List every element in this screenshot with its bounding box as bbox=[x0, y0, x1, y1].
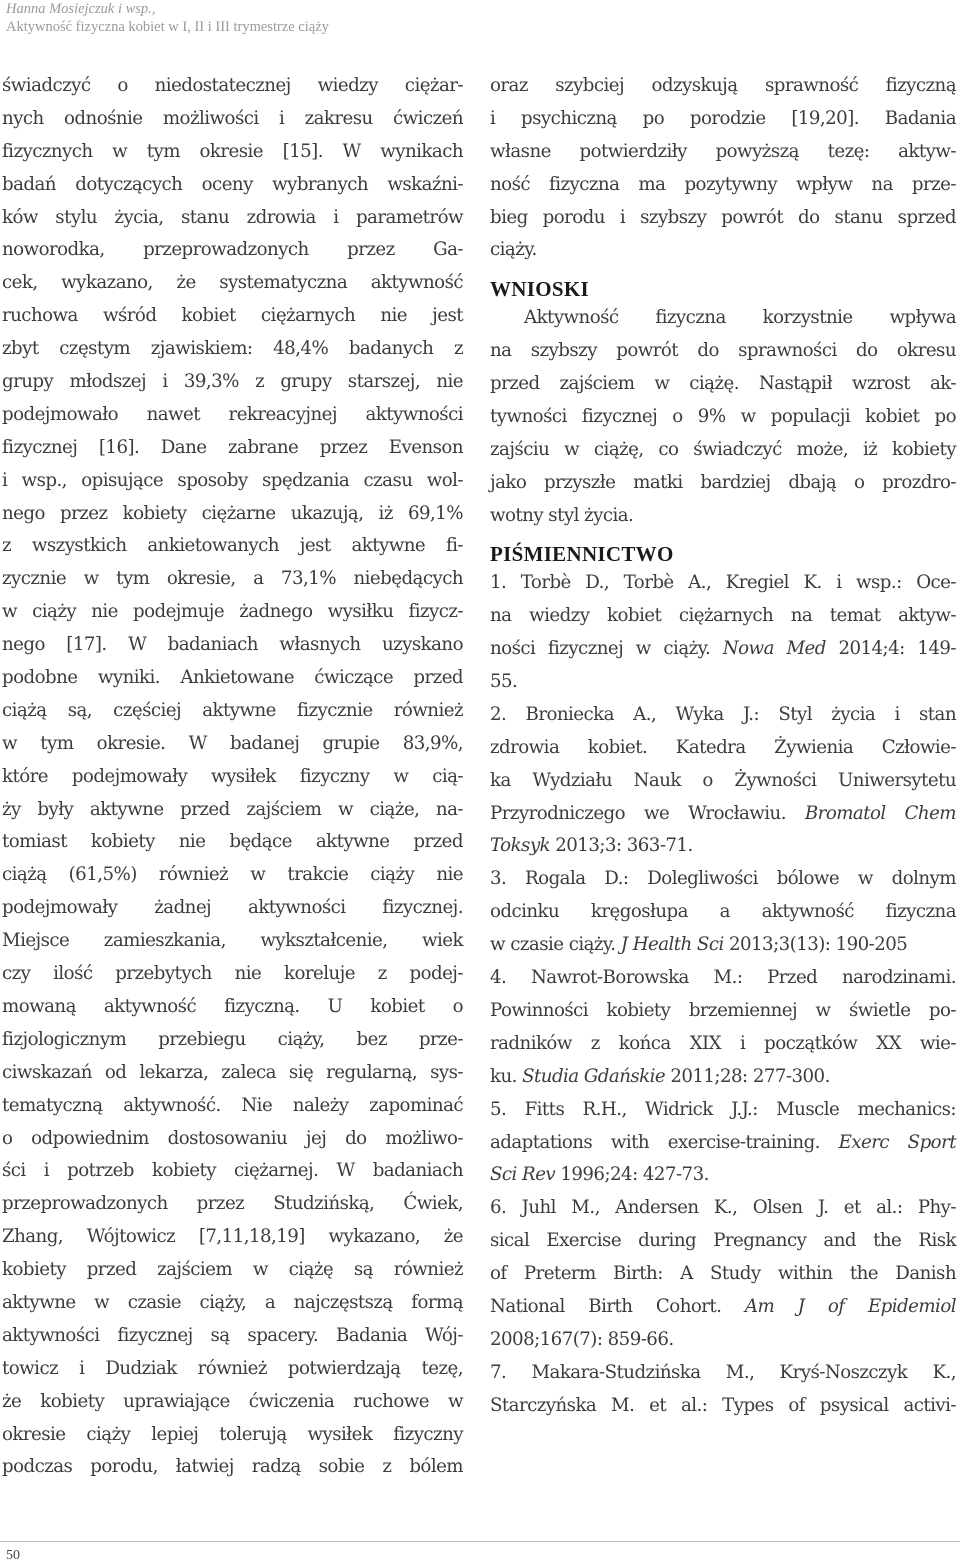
body-line: okresie ciąży lepiej tolerują wysiłek fizyczny bbox=[2, 1423, 463, 1445]
body-line: zycznie w tym okresie, a 73,1% niebędących bbox=[2, 568, 463, 590]
running-header bbox=[6, 0, 566, 36]
conclusions-line: Aktywność fizyczna korzystnie wpływa bbox=[524, 307, 956, 329]
reference-line: 2008;167(7): 859-66. bbox=[490, 1328, 674, 1350]
reference-line: ności fizycznej w ciąży. Nowa Med 2014;4: 149- bbox=[490, 638, 956, 660]
body-line: podobne wyniki. Ankietowane ćwiczące przed bbox=[2, 667, 463, 689]
reference-line: 6. Juhl M., Andersen K., Olsen J. et al.: Phy- bbox=[490, 1197, 956, 1219]
right-column bbox=[490, 70, 956, 1423]
body-line: bieg porodu i szybszy powrót do stanu sprzed bbox=[490, 206, 956, 228]
body-line: ciążą (61,5%) również w trakcie ciąży nie bbox=[2, 864, 463, 886]
body-line: z wszystkich ankietowanych jest aktywne fi- bbox=[2, 535, 463, 557]
journal-name: Nowa Med bbox=[722, 638, 826, 660]
body-line: czy ilość przebytych nie koreluje z podej- bbox=[2, 963, 463, 985]
body-line: mowaną aktywność fizyczną. U kobiet o bbox=[2, 995, 463, 1017]
journal-name: Am J of Epidemiol bbox=[744, 1295, 956, 1317]
body-line: podczas porodu, łatwiej radzą sobie z bólem bbox=[2, 1456, 463, 1478]
reference-line: 1. Torbè D., Torbè A., Kregiel K. i wsp.: Oce- bbox=[490, 572, 956, 594]
reference-line: ku. Studia Gdańskie 2011;28: 277-300. bbox=[490, 1065, 830, 1087]
reference-line: 7. Makara-Studzińska M., Kryś-Noszczyk K., bbox=[490, 1361, 956, 1383]
journal-name: Exerc Sport bbox=[838, 1131, 956, 1153]
journal-name: Toksyk bbox=[490, 835, 551, 857]
reference-line: Powinności kobiety brzemiennej w świetle po- bbox=[490, 999, 956, 1021]
body-line: które podejmowały wysiłek fizyczny w cią- bbox=[2, 765, 463, 787]
body-line: świadczyć o niedostatecznej wiedzy ciężar- bbox=[2, 75, 463, 96]
body-line: aktywne w czasie ciąży, a najczęstszą formą bbox=[2, 1291, 463, 1313]
reference-line: Toksyk 2013;3: 363-71. bbox=[490, 835, 693, 857]
body-line: ciwskazań od lekarza, zaleca się regularną, sys- bbox=[2, 1061, 463, 1083]
body-line: nych odnośnie możliwości i zakresu ćwiczeń bbox=[2, 107, 463, 129]
body-line: towicz i Dudziak również potwierdzają tezę, bbox=[2, 1357, 463, 1379]
references-heading: PIŚMIENNICTWO bbox=[490, 542, 674, 567]
reference-line: 3. Rogala D.: Dolegliwości bólowe w dolnym bbox=[490, 868, 956, 890]
body-line: w ciąży nie podejmuje żadnego wysiłku fizycz- bbox=[2, 601, 463, 623]
reference-line: na wiedzy kobiet ciężarnych na temat aktyw- bbox=[490, 605, 956, 627]
body-line: podejmowały żadnej aktywności fizycznej. bbox=[2, 897, 463, 919]
conclusions-line: przed zajściem w ciążę. Nastąpił wzrost ak- bbox=[490, 373, 956, 395]
body-line: tomiast kobiety nie będące aktywne przed bbox=[2, 831, 463, 853]
body-line: fizycznych w tym okresie [15]. W wynikach bbox=[2, 140, 463, 162]
left-column bbox=[2, 70, 463, 1484]
reference-line: of Preterm Birth: A Study within the Danish bbox=[490, 1263, 956, 1285]
reference-line: ka Wydziału Nauk o Żywności Uniwersytetu bbox=[490, 769, 956, 791]
body-line: nego przez kobiety ciężarne ukazują, iż 69,1% bbox=[2, 502, 463, 524]
body-line: podejmowało nawet rekreacyjnej aktywności bbox=[2, 403, 463, 425]
body-line: i psychiczną po porodzie [19,20]. Badania bbox=[490, 107, 956, 129]
body-line: o odpowiednim dostosowaniu jej do możliwo- bbox=[2, 1127, 463, 1149]
body-line: aktywności fizycznej są spacery. Badania Wój- bbox=[2, 1324, 463, 1346]
reference-line: odcinku kręgosłupa a aktywność fizyczna bbox=[490, 901, 956, 923]
body-line: i wsp., opisujące sposoby spędzania czasu wol- bbox=[2, 469, 463, 491]
body-line: cek, wykazano, że systematyczna aktywność bbox=[2, 272, 463, 294]
conclusions-line: na szybszy powrót do sprawności do okresu bbox=[490, 340, 956, 362]
header-title: Aktywność fizyczna kobiet w I, II i III trymestrze ciąży bbox=[6, 19, 329, 35]
reference-line: National Birth Cohort. Am J of Epidemiol bbox=[490, 1295, 956, 1317]
journal-name: Bromatol Chem bbox=[804, 802, 956, 824]
reference-line: Starczyńska M. et al.: Types of psysical activi- bbox=[490, 1394, 956, 1416]
body-line: ruchowa wśród kobiet ciężarnych nie jest bbox=[2, 305, 463, 327]
body-line: ków stylu życia, stanu zdrowia i parametrów bbox=[2, 206, 463, 228]
reference-line: 5. Fitts R.H., Widrick J.J.: Muscle mechanics: bbox=[490, 1098, 956, 1120]
body-line: fizycznej [16]. Dane zabrane przez Evenson bbox=[2, 436, 463, 458]
journal-name: Studia Gdańskie bbox=[522, 1065, 666, 1087]
conclusions-line: zajściu w ciążę, co świadczyć może, iż kobiety bbox=[490, 438, 956, 460]
body-line: Zhang, Wójtowicz [7,11,18,19] wykazano, że bbox=[2, 1226, 463, 1248]
body-line: grupy młodszej i 39,3% z grupy starszej, nie bbox=[2, 371, 463, 393]
body-line: ży były aktywne przed zajściem w ciąże, na- bbox=[2, 798, 463, 820]
reference-line: sical Exercise during Pregnancy and the Risk bbox=[490, 1230, 956, 1252]
body-line: oraz szybciej odzyskują sprawność fizyczną bbox=[490, 75, 956, 96]
conclusions-line: jako przyszłe matki bardziej dbają o prozdro- bbox=[490, 471, 956, 493]
reference-line: Sci Rev 1996;24: 427-73. bbox=[490, 1164, 709, 1186]
conclusions-line: wotny styl życia. bbox=[490, 504, 634, 526]
journal-name: J Health Sci bbox=[620, 934, 724, 956]
body-line: ści i potrzeb kobiety ciężarnej. W badaniach bbox=[2, 1160, 463, 1182]
body-line: ciążą są, częściej aktywne fizycznie również bbox=[2, 699, 463, 721]
reference-line: zdrowia kobiet. Katedra Żywienia Człowie- bbox=[490, 736, 956, 758]
reference-line: 55. bbox=[490, 671, 518, 693]
body-line: nego [17]. W badaniach własnych uzyskano bbox=[2, 634, 463, 656]
body-line: badań dotyczących oceny wybranych wskaźni- bbox=[2, 173, 463, 195]
body-line: kobiety przed zajściem w ciążę są również bbox=[2, 1259, 463, 1281]
body-line: noworodka, przeprowadzonych przez Ga- bbox=[2, 239, 463, 261]
body-line: przeprowadzonych przez Studzińską, Ćwiek, bbox=[2, 1193, 463, 1215]
reference-line: w czasie ciąży. J Health Sci 2013;3(13): 190-205 bbox=[490, 934, 908, 956]
body-line: że kobiety uprawiające ćwiczenia ruchowe w bbox=[2, 1390, 463, 1412]
body-line: ciąży. bbox=[490, 239, 537, 261]
reference-line: 2. Broniecka A., Wyka J.: Styl życia i stan bbox=[490, 703, 956, 725]
body-line: zbyt częstym zjawiskiem: 48,4% badanych z bbox=[2, 338, 463, 360]
page-number: 50 bbox=[6, 1548, 20, 1563]
conclusions-line: tywności fizycznej o 9% w populacji kobiet po bbox=[490, 405, 956, 427]
body-line: fizjologicznym przebiegu ciąży, bez prze- bbox=[2, 1028, 463, 1050]
body-line: Miejsce zamieszkania, wykształcenie, wiek bbox=[2, 930, 463, 952]
reference-line: adaptations with exercise-training. Exerc Sport bbox=[490, 1131, 956, 1153]
reference-line: 4. Nawrot-Borowska M.: Przed narodzinami. bbox=[490, 967, 956, 989]
reference-line: Przyrodniczego we Wrocławiu. Bromatol Chem bbox=[490, 802, 956, 824]
reference-line: radników z końca XIX i początków XX wie- bbox=[490, 1032, 956, 1054]
journal-name: Sci Rev bbox=[490, 1164, 556, 1186]
body-line: ność fizyczna ma pozytywny wpływ na prze- bbox=[490, 173, 956, 195]
body-line: w tym okresie. W badanej grupie 83,9%, bbox=[2, 732, 463, 754]
conclusions-heading: WNIOSKI bbox=[490, 277, 589, 302]
header-authors: Hanna Mosiejczuk i wsp., bbox=[6, 1, 156, 17]
footer-divider bbox=[0, 1541, 960, 1542]
body-line: tematyczną aktywność. Nie należy zapominać bbox=[2, 1094, 463, 1116]
body-line: własne potwierdziły powyższą tezę: aktyw- bbox=[490, 140, 956, 162]
